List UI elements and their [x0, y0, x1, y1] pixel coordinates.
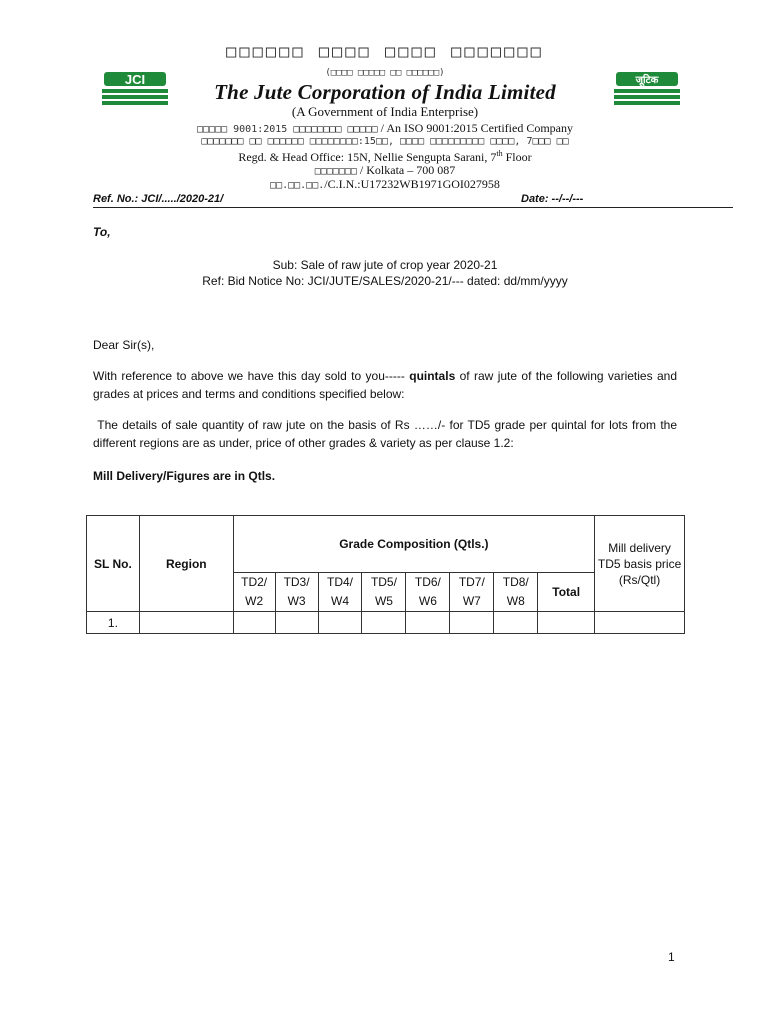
page-number: 1	[668, 950, 675, 964]
table-header-row	[87, 516, 685, 573]
salutation: Dear Sir(s),	[93, 338, 155, 352]
row-cell	[406, 612, 450, 634]
company-name: The Jute Corporation of India Limited	[214, 80, 556, 104]
iso-hindi: □□□□□ 9001:2015 □□□□□□□□ □□□□□	[197, 124, 378, 135]
para1-end: of raw jute of the following varieties and grades at prices and terms and conditions specified below:	[93, 369, 678, 401]
cin-line	[0, 177, 770, 192]
regd-office-prefix: Regd. & Head Office: 15N, Nellie Sengupta Sarani, 7	[238, 150, 497, 164]
grade-td6-top: TD6/	[414, 575, 441, 589]
grade-td8-bottom: W8	[506, 594, 525, 608]
address-hindi: □□□□□□□ □□ □□□□□□ □□□□□□□□:15□□, □□□□ □□□□□□□□□ □□□□, 7□□□ □□	[201, 136, 569, 147]
row-cell	[275, 612, 318, 634]
paragraph-sale-details	[93, 416, 677, 452]
ref-number: Ref. No.: JCI/...../2020-21/	[93, 193, 224, 205]
regd-office-sup: th	[496, 149, 503, 158]
grade-td2	[233, 573, 275, 612]
table-row	[87, 612, 685, 634]
mill-delivery-note: Mill Delivery/Figures are in Qtls.	[93, 469, 276, 483]
regd-office-suffix: Floor	[502, 150, 532, 164]
row-cell	[362, 612, 406, 634]
grade-td7-bottom: W7	[462, 594, 481, 608]
grade-td2-top: TD2/	[241, 575, 268, 589]
grade-td8-top: TD8/	[502, 575, 529, 589]
row-region-cell	[139, 612, 233, 634]
grade-td7-top: TD7/	[458, 575, 485, 589]
grade-td6-bottom: W6	[418, 594, 437, 608]
reference-line	[93, 193, 733, 208]
cin-hindi: □□.□□.□□.	[270, 180, 325, 191]
header-total: Total	[538, 573, 595, 612]
para2-text: The details of sale quantity of raw jute on the basis of Rs ……/- for TD5 grade per quintal for lots from the different regions are as under, price of other grades & variety as per clause 1.2:	[93, 418, 677, 450]
grade-td3-bottom: W3	[287, 594, 306, 608]
cin-number: /C.I.N.:U17232WB1971GOI027958	[324, 177, 500, 191]
grade-td7	[450, 573, 494, 612]
grade-td5	[362, 573, 406, 612]
iso-english: An ISO 9001:2015 Certified Company	[386, 121, 573, 135]
header-sl-no: SL No.	[87, 516, 140, 612]
kolkata-line	[0, 163, 770, 178]
iso-separator: /	[380, 121, 384, 135]
kolkata-pin: Kolkata – 700 087	[366, 163, 456, 177]
header-mill-delivery-price: Mill delivery TD5 basis price (Rs/Qtl)	[595, 516, 685, 612]
grade-td8	[494, 573, 538, 612]
row-total-cell	[538, 612, 595, 634]
subject-line: Sub: Sale of raw jute of crop year 2020-21	[272, 258, 498, 272]
hindi-company-name: □□□□□□ □□□□ □□□□ □□□□□□□	[226, 42, 544, 62]
kolkata-separator: /	[359, 163, 364, 177]
letter-date: Date: --/--/---	[521, 193, 584, 205]
grade-td5-bottom: W5	[374, 594, 393, 608]
bid-reference-line: Ref: Bid Notice No: JCI/JUTE/SALES/2020-21/--- dated: dd/mm/yyyy	[202, 274, 568, 288]
grade-composition-table	[86, 515, 685, 634]
logo-right-text: जूटिक	[635, 75, 659, 86]
iso-line	[0, 121, 770, 136]
grade-td4	[318, 573, 362, 612]
para1-quintals: quintals	[409, 369, 456, 383]
row-cell	[494, 612, 538, 634]
para1-start: With reference to above we have this day sold to you-----	[93, 369, 410, 383]
header-region: Region	[139, 516, 233, 612]
grade-td3	[275, 573, 318, 612]
paragraph-sale-reference	[93, 367, 677, 403]
kolkata-hindi: □□□□□□□	[314, 166, 357, 177]
address-hindi-line	[0, 135, 770, 147]
row-price-cell	[595, 612, 685, 634]
logo-left-text: JCI	[124, 72, 146, 87]
row-cell	[450, 612, 494, 634]
to-line: To,	[93, 225, 111, 239]
grade-td3-top: TD3/	[283, 575, 310, 589]
row-cell	[233, 612, 275, 634]
row-cell	[318, 612, 362, 634]
grade-td2-bottom: W2	[245, 594, 264, 608]
hindi-enterprise-subtitle: (□□□□ □□□□□ □□ □□□□□□)	[325, 68, 445, 78]
grade-td6	[406, 573, 450, 612]
grade-td5-top: TD5/	[370, 575, 397, 589]
header-grade-composition: Grade Composition (Qtls.)	[233, 516, 594, 573]
grade-td4-bottom: W4	[331, 594, 350, 608]
row-sl-number: 1.	[87, 612, 140, 634]
grade-td4-top: TD4/	[327, 575, 354, 589]
enterprise-line: (A Government of India Enterprise)	[291, 104, 479, 119]
